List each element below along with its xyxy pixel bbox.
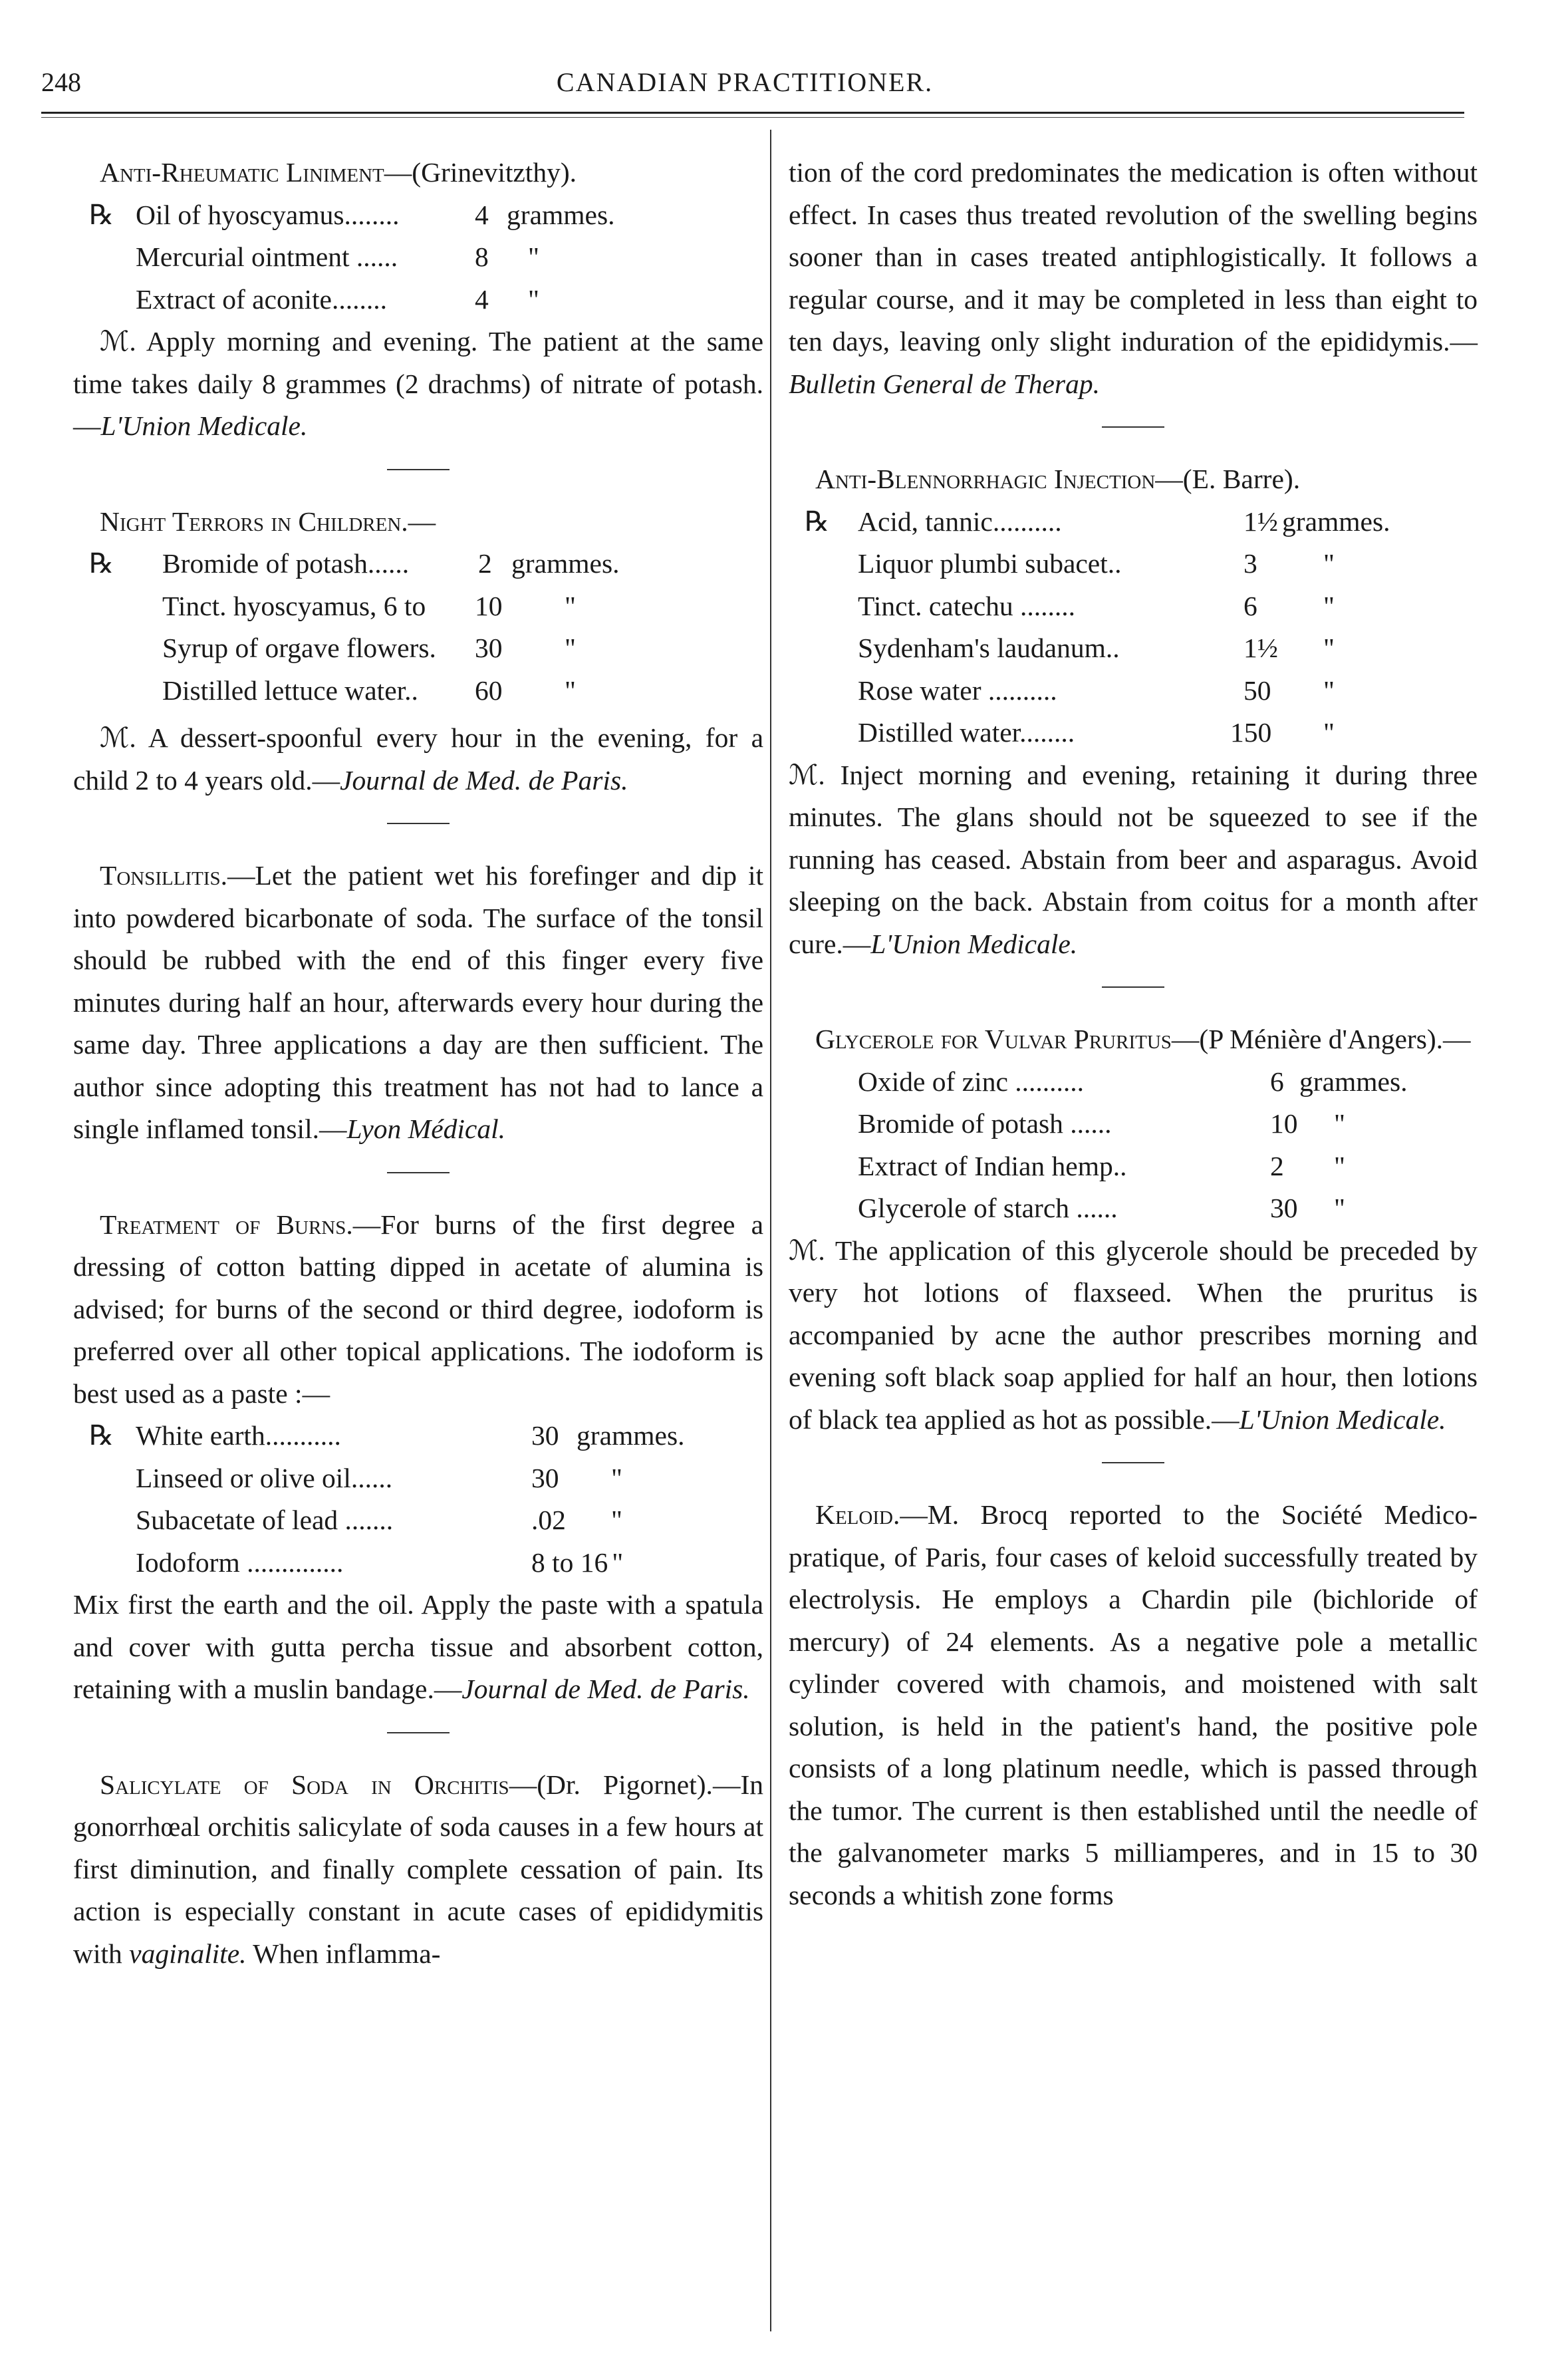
recipe-symbol: ℞ xyxy=(89,548,114,579)
article-body: —M. Brocq reported to the Société Medico-pratique, of Paris, four cases of keloid successfully treated by electrolysis. He employs a Chardin pile (bichloride of mercury) of 24 elements. As a negative pole a metallic cylinder covered with chamois, and moistened with salt solution, is held in the patient's hand, the positive pole consists of a long platinum needle, which is passed through the tumor. The current is then established until the needle of the galvanometer marks 5 milliamperes, and in 15 to 30 seconds a whitish zone forms xyxy=(789,1499,1478,1910)
rx-ingredient: Iodoform .............. xyxy=(136,1547,344,1578)
rx-amount: 4 xyxy=(475,283,489,315)
misce-symbol: ℳ. xyxy=(100,326,136,357)
prescription xyxy=(73,1415,763,1584)
article-title: Anti-Blennorrhagic Injection xyxy=(815,464,1156,494)
article-body: —Let the patient wet his forefinger and dip it into powdered bicarbonate of soda. The surface of the tonsil should be rubbed with the end of this finger every five minutes during half an hour, afterwards every hour during the same day. Three applications a day are then sufficient. The author since adopting this treatment has not had to lance a single inflamed tonsil.— xyxy=(73,860,763,1144)
article-author: —(Grinevitzthy). xyxy=(384,157,577,188)
rx-line xyxy=(89,194,763,237)
article-glycerole xyxy=(789,1018,1478,1441)
rx-ingredient: Linseed or olive oil...... xyxy=(136,1462,393,1493)
article-title: Night Terrors in Children.— xyxy=(100,506,436,537)
rx-amount: 4 xyxy=(475,199,489,230)
rx-unit: " xyxy=(1323,590,1335,621)
rx-unit: " xyxy=(1323,633,1335,663)
section-separator xyxy=(387,823,450,824)
running-head: CANADIAN PRACTITIONER. xyxy=(556,67,934,97)
rx-ingredient: Glycerole of starch ...... xyxy=(858,1193,1118,1223)
rx-line xyxy=(805,585,1478,628)
misce-symbol: ℳ. xyxy=(789,1235,825,1266)
rx-ingredient: Subacetate of lead ....... xyxy=(136,1505,394,1535)
rx-ingredient: Bromide of potash...... xyxy=(162,548,410,579)
rx-unit: " xyxy=(611,1505,622,1535)
rx-line xyxy=(89,1542,763,1584)
article-salicylate-continued xyxy=(789,152,1478,405)
rx-line xyxy=(805,627,1478,670)
rx-unit: " xyxy=(612,1547,624,1578)
section-separator xyxy=(1102,426,1164,428)
header-rule-thin xyxy=(41,117,1464,118)
rx-amount: 2 xyxy=(1270,1150,1284,1181)
rx-unit: " xyxy=(528,283,539,315)
rx-ingredient: Distilled lettuce water.. xyxy=(162,674,418,706)
article-body: A dessert-spoonful every hour in the evening, for a child 2 to 4 years old.— xyxy=(73,722,763,796)
rx-unit: grammes. xyxy=(507,199,615,230)
rx-line xyxy=(89,670,763,712)
rx-unit: " xyxy=(565,590,576,621)
recipe-symbol: ℞ xyxy=(89,199,114,230)
rx-unit: " xyxy=(1334,1150,1345,1181)
rx-unit: " xyxy=(565,633,576,663)
rx-line xyxy=(805,670,1478,712)
article-author: —(P Ménière d'Angers).— xyxy=(1171,1024,1471,1054)
article-body: —For burns of the first degree a dressing of cotton batting dipped in acetate of alumina is advised; for burns of the second or third degree, iodoform is preferred over all other topical applications. The iodoform is best used as a paste :— xyxy=(73,1209,763,1409)
rx-line xyxy=(89,1415,763,1457)
rx-line xyxy=(858,1103,1478,1145)
rx-unit: " xyxy=(1323,717,1335,748)
misce-symbol: ℳ. xyxy=(789,759,825,790)
article-citation: Journal de Med. de Paris. xyxy=(340,764,628,796)
rx-amount: 6 xyxy=(1243,590,1257,621)
rx-line xyxy=(858,1187,1478,1230)
section-separator xyxy=(1102,986,1164,988)
rx-ingredient: Liquor plumbi subacet.. xyxy=(858,548,1122,579)
rx-unit: " xyxy=(528,241,539,272)
rx-line xyxy=(89,1457,763,1500)
left-column xyxy=(73,152,763,1975)
rx-unit: " xyxy=(565,674,576,706)
article-citation: Journal de Med. de Paris. xyxy=(461,1674,750,1704)
prescription xyxy=(73,543,763,712)
prescription xyxy=(73,194,763,321)
article-body-end: When inflamma- xyxy=(246,1938,441,1969)
recipe-symbol: ℞ xyxy=(805,506,830,537)
article-liniment xyxy=(73,152,763,448)
rx-line xyxy=(89,627,763,670)
article-body: The application of this glycerole should be preceded by very hot lotions of flaxseed. When the pruritus is accompanied by acne the author prescribes morning and evening soft black soap applied for half an hour, then lotions of black tea applied as hot as possible.— xyxy=(789,1235,1478,1435)
rx-amount: 8 xyxy=(475,241,489,272)
rx-amount: 150 xyxy=(1230,717,1272,748)
rx-amount: 6 xyxy=(1270,1066,1284,1097)
rx-ingredient: Bromide of potash ...... xyxy=(858,1108,1112,1139)
rx-amount: 10 xyxy=(1270,1108,1298,1139)
rx-amount: 1½ xyxy=(1243,506,1278,537)
rx-unit: grammes. xyxy=(511,548,620,579)
rx-amount: 8 to 16 xyxy=(531,1547,608,1578)
column-divider xyxy=(770,130,771,2331)
rx-ingredient: Distilled water........ xyxy=(858,717,1075,748)
article-title: Tonsillitis. xyxy=(100,860,227,891)
article-citation: Lyon Médical. xyxy=(346,1113,505,1144)
rx-line xyxy=(89,1499,763,1542)
rx-ingredient: Sydenham's laudanum.. xyxy=(858,633,1120,663)
article-title: Treatment of Burns. xyxy=(100,1209,353,1240)
rx-ingredient: Acid, tannic.......... xyxy=(858,506,1062,537)
article-burns xyxy=(73,1204,763,1711)
rx-unit: grammes. xyxy=(1299,1066,1408,1097)
article-keloid xyxy=(789,1494,1478,1916)
article-tonsillitis xyxy=(73,855,763,1151)
prescription xyxy=(789,1061,1478,1230)
rx-amount: 30 xyxy=(531,1462,559,1493)
rx-ingredient: Oxide of zinc .......... xyxy=(858,1066,1084,1097)
article-body: Mix first the earth and the oil. Apply the paste with a spatula and cover with gutta percha tissue and absorbent cotton, retaining with a muslin bandage.— xyxy=(73,1589,763,1704)
article-injection xyxy=(789,458,1478,965)
section-separator xyxy=(387,1172,450,1173)
rx-line xyxy=(89,236,763,279)
article-author: —(Dr. Pigornet). xyxy=(509,1769,713,1800)
article-title: Salicylate of Soda in Orchitis xyxy=(100,1769,509,1800)
rx-ingredient: Mercurial ointment ...... xyxy=(136,241,398,272)
article-citation: L'Union Medicale. xyxy=(870,928,1078,959)
rx-unit: " xyxy=(611,1462,622,1493)
article-body: tion of the cord predominates the medication is often without effect. In cases thus treated revolution of the swelling begins sooner than in cases treated antiphlogistically. It follows a regular course, and it may be completed in less than eight to ten days, leaving only slight induration of the epididymis.— xyxy=(789,157,1478,357)
rx-line xyxy=(805,712,1478,754)
rx-line xyxy=(89,543,763,585)
rx-ingredient: Oil of hyoscyamus........ xyxy=(136,199,400,230)
article-body: —In gonorrhœal orchitis salicylate of soda causes in a few hours at first diminution, and finally complete cessation of pain. Its action is especially constant in acute cases of epididymitis with xyxy=(73,1769,764,1969)
article-body: Inject morning and evening, retaining it during three minutes. The glans should not be squeezed to see if the running has ceased. Abstain from beer and asparagus. Avoid sleeping on the back. Abstain from coitus for a month after cure.— xyxy=(789,759,1478,959)
prescription xyxy=(789,501,1478,754)
misce-symbol: ℳ. xyxy=(100,722,136,753)
rx-ingredient: Tinct. catechu ........ xyxy=(858,590,1075,621)
rx-amount: 30 xyxy=(475,633,503,663)
right-column xyxy=(789,152,1478,1916)
section-separator xyxy=(1102,1462,1164,1463)
section-separator xyxy=(387,469,450,470)
rx-amount: 30 xyxy=(1270,1193,1298,1223)
rx-line xyxy=(858,1061,1478,1104)
section-separator xyxy=(387,1732,450,1733)
rx-unit: " xyxy=(1334,1193,1345,1223)
rx-ingredient: Syrup of orgave flowers. xyxy=(162,633,436,663)
rx-unit: " xyxy=(1323,548,1335,579)
rx-amount: 30 xyxy=(531,1420,559,1451)
rx-ingredient: Rose water .......... xyxy=(858,674,1057,706)
rx-amount: .02 xyxy=(531,1505,566,1535)
article-body: Apply morning and evening. The patient at the same time takes daily 8 grammes (2 drachms) of nitrate of potash.— xyxy=(73,326,763,441)
header-rule xyxy=(41,112,1464,114)
article-title: Anti-Rheumatic Liniment xyxy=(100,157,384,188)
rx-line xyxy=(858,1145,1478,1188)
rx-line xyxy=(89,279,763,321)
rx-unit: " xyxy=(1334,1108,1345,1139)
rx-amount: 60 xyxy=(475,674,503,706)
rx-unit: grammes. xyxy=(577,1420,685,1451)
rx-amount: 2 xyxy=(478,548,492,579)
article-title: Glycerole for Vulvar Pruritus xyxy=(815,1024,1172,1054)
article-citation: L'Union Medicale. xyxy=(1239,1404,1446,1435)
article-title: Keloid. xyxy=(815,1499,900,1530)
rx-ingredient: Extract of aconite........ xyxy=(136,283,387,315)
rx-unit: grammes. xyxy=(1282,506,1390,537)
recipe-symbol: ℞ xyxy=(89,1420,114,1451)
article-citation: L'Union Medicale. xyxy=(100,410,308,441)
rx-ingredient: Tinct. hyoscyamus, 6 to xyxy=(162,590,426,621)
rx-ingredient: Extract of Indian hemp.. xyxy=(858,1150,1127,1181)
article-italic-term: vaginalite. xyxy=(129,1938,247,1969)
article-night-terrors xyxy=(73,501,763,802)
article-citation: Bulletin General de Therap. xyxy=(789,368,1100,399)
rx-amount: 50 xyxy=(1243,674,1271,706)
rx-line xyxy=(805,501,1478,543)
rx-line xyxy=(805,543,1478,585)
rx-ingredient: White earth........... xyxy=(136,1420,341,1451)
article-author: —(E. Barre). xyxy=(1155,464,1301,494)
rx-line xyxy=(89,585,763,628)
rx-amount: 3 xyxy=(1243,548,1257,579)
article-salicylate xyxy=(73,1764,763,1976)
page-number: 248 xyxy=(41,67,81,97)
rx-amount: 1½ xyxy=(1243,633,1278,663)
rx-unit: " xyxy=(1323,674,1335,706)
rx-amount: 10 xyxy=(475,590,503,621)
